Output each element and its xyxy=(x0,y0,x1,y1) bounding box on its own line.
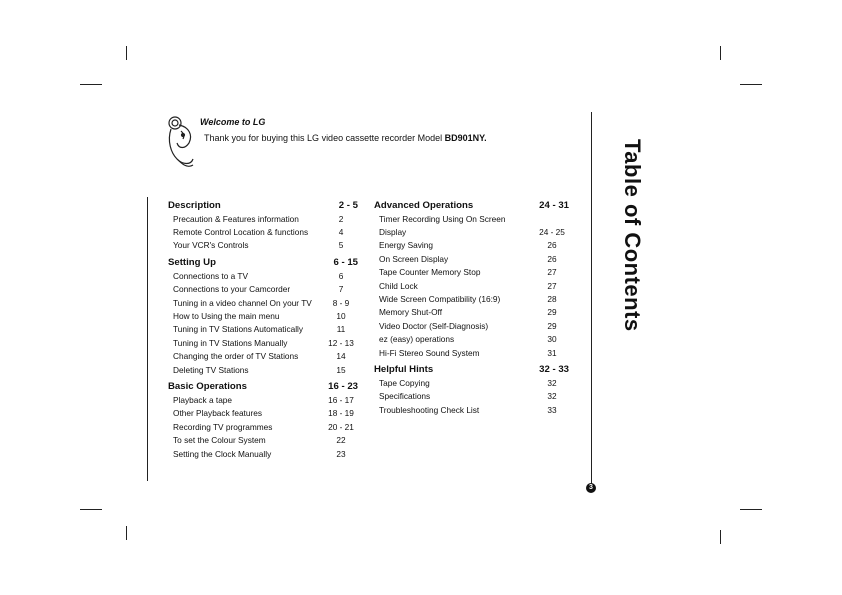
crop-mark xyxy=(126,526,127,540)
toc-entry xyxy=(374,376,569,389)
entry-page: 32 xyxy=(547,391,557,402)
entry-page: 8 - 9 xyxy=(332,297,350,308)
entry-label: Other Playback features xyxy=(173,408,263,419)
entry-page: 27 xyxy=(547,280,557,291)
entry-page: 30 xyxy=(547,334,557,345)
section-heading xyxy=(374,362,569,376)
toc-entry xyxy=(374,266,569,279)
entry-label: Timer Recording Using On Screen xyxy=(379,213,506,224)
welcome-message: Thank you for buying this LG video cassette recorder Model xyxy=(204,133,445,143)
entry-page: 23 xyxy=(336,448,346,459)
entry-label: Deleting TV Stations xyxy=(173,364,249,375)
section-page-range: 16 - 23 xyxy=(328,380,358,392)
entry-page: 20 - 21 xyxy=(328,421,354,432)
crop-mark xyxy=(720,530,721,544)
crop-mark xyxy=(126,46,127,60)
toc-section xyxy=(168,198,358,252)
toc-entry xyxy=(168,407,358,420)
entry-label: Hi-Fi Stereo Sound System xyxy=(379,347,480,358)
toc-entry xyxy=(168,420,358,433)
toc-section xyxy=(374,198,569,359)
toc-entry xyxy=(168,363,358,376)
entry-page: 27 xyxy=(547,267,557,278)
section-page-range: 2 - 5 xyxy=(338,199,358,211)
entry-label: Troubleshooting Check List xyxy=(379,404,480,415)
entry-label: ez (easy) operations xyxy=(379,334,455,345)
toc-entry xyxy=(168,269,358,282)
toc-entry xyxy=(168,323,358,336)
entry-page: 31 xyxy=(547,347,557,358)
entry-page: 29 xyxy=(547,307,557,318)
entry-label: Your VCR's Controls xyxy=(173,240,249,251)
toc-entry xyxy=(168,336,358,349)
toc-entry xyxy=(168,350,358,363)
crop-mark xyxy=(720,46,721,60)
entry-page: 18 - 19 xyxy=(328,408,354,419)
entry-label: Tape Counter Memory Stop xyxy=(379,267,481,278)
entry-label: How to Using the main menu xyxy=(173,311,280,322)
crop-mark xyxy=(740,84,762,85)
entry-label: Precaution & Features information xyxy=(173,213,299,224)
entry-label: Tape Copying xyxy=(379,377,430,388)
entry-page: 32 xyxy=(547,377,557,388)
entry-page: 4 xyxy=(338,227,344,238)
entry-label: Playback a tape xyxy=(173,394,233,405)
toc-entry xyxy=(374,346,569,359)
entry-label: Tuning in TV Stations Manually xyxy=(173,337,288,348)
entry-page: 26 xyxy=(547,240,557,251)
toc-left-column xyxy=(168,198,358,460)
section-heading-label: Setting Up xyxy=(168,256,216,268)
section-heading xyxy=(168,379,358,393)
toc-entry xyxy=(374,333,569,346)
section-page-range: 6 - 15 xyxy=(333,256,358,268)
welcome-text xyxy=(204,133,487,143)
toc-entry xyxy=(168,283,358,296)
toc-entry xyxy=(374,212,569,225)
entry-page: 22 xyxy=(336,435,346,446)
left-column-rule xyxy=(147,197,148,481)
entry-page: 6 xyxy=(338,270,344,281)
entry-page: 7 xyxy=(338,284,344,295)
entry-page: 33 xyxy=(547,404,557,415)
entry-label: Tuning in TV Stations Automatically xyxy=(173,324,304,335)
section-page-range: 32 - 33 xyxy=(539,363,569,375)
side-title: Table of Contents xyxy=(620,139,645,332)
toc-entry xyxy=(168,225,358,238)
entry-page: 15 xyxy=(336,364,346,375)
model-number: BD901NY. xyxy=(444,133,487,143)
entry-label: Wide Screen Compatibility (16:9) xyxy=(379,294,501,305)
toc-entry xyxy=(374,239,569,252)
toc-entry xyxy=(168,433,358,446)
entry-page: 26 xyxy=(547,253,557,264)
toc-entry xyxy=(374,292,569,305)
entry-label: Child Lock xyxy=(379,280,418,291)
section-heading xyxy=(168,198,358,212)
toc-entry xyxy=(168,393,358,406)
entry-page: 29 xyxy=(547,320,557,331)
toc-entry xyxy=(374,279,569,292)
entry-label: Tuning in a video channel On your TV xyxy=(173,297,312,308)
welcome-title: Welcome to LG xyxy=(200,117,266,127)
entry-label: Memory Shut-Off xyxy=(379,307,443,318)
section-heading-label: Helpful Hints xyxy=(374,363,434,375)
entry-page: 12 - 13 xyxy=(328,337,354,348)
entry-page: 24 - 25 xyxy=(539,227,565,238)
toc-entry xyxy=(374,390,569,403)
section-heading-label: Basic Operations xyxy=(168,380,247,392)
crop-mark xyxy=(80,509,102,510)
toc-entry xyxy=(374,306,569,319)
toc-section xyxy=(168,255,358,376)
toc-entry xyxy=(374,225,569,238)
entry-page: 16 - 17 xyxy=(328,394,354,405)
entry-page: 28 xyxy=(547,294,557,305)
side-title-wrapper xyxy=(619,139,645,332)
page-number-badge: 3 xyxy=(586,483,596,493)
right-column-rule xyxy=(591,112,592,486)
toc-entry xyxy=(374,252,569,265)
entry-page: 14 xyxy=(336,351,346,362)
toc-entry xyxy=(374,319,569,332)
toc-section xyxy=(374,362,569,416)
crop-mark xyxy=(740,509,762,510)
entry-label: Changing the order of TV Stations xyxy=(173,351,299,362)
entry-label: Video Doctor (Self-Diagnosis) xyxy=(379,320,489,331)
entry-page: 5 xyxy=(338,240,344,251)
toc-entry xyxy=(168,309,358,322)
toc-entry xyxy=(168,212,358,225)
entry-label: On Screen Display xyxy=(379,253,449,264)
section-heading-label: Description xyxy=(168,199,221,211)
lg-mascot-icon xyxy=(165,113,197,171)
toc-entry xyxy=(168,239,358,252)
section-heading xyxy=(168,255,358,269)
toc-entry xyxy=(374,403,569,416)
toc-entry xyxy=(168,447,358,460)
section-heading-label: Advanced Operations xyxy=(374,199,474,211)
entry-label: Specifications xyxy=(379,391,431,402)
entry-label: Remote Control Location & functions xyxy=(173,227,309,238)
entry-label: Connections to your Camcorder xyxy=(173,284,291,295)
entry-label: Energy Saving xyxy=(379,240,433,251)
section-page-range: 24 - 31 xyxy=(539,199,569,211)
entry-page: 2 xyxy=(338,213,344,224)
toc-section xyxy=(168,379,358,460)
section-heading xyxy=(374,198,569,212)
toc-right-column xyxy=(374,198,569,416)
entry-page: 10 xyxy=(336,311,346,322)
entry-label: Setting the Clock Manually xyxy=(173,448,272,459)
entry-label: Display xyxy=(379,227,407,238)
entry-label: Connections to a TV xyxy=(173,270,249,281)
entry-label: Recording TV programmes xyxy=(173,421,273,432)
crop-mark xyxy=(80,84,102,85)
toc-entry xyxy=(168,296,358,309)
entry-label: To set the Colour System xyxy=(173,435,266,446)
entry-page: 11 xyxy=(336,324,346,335)
